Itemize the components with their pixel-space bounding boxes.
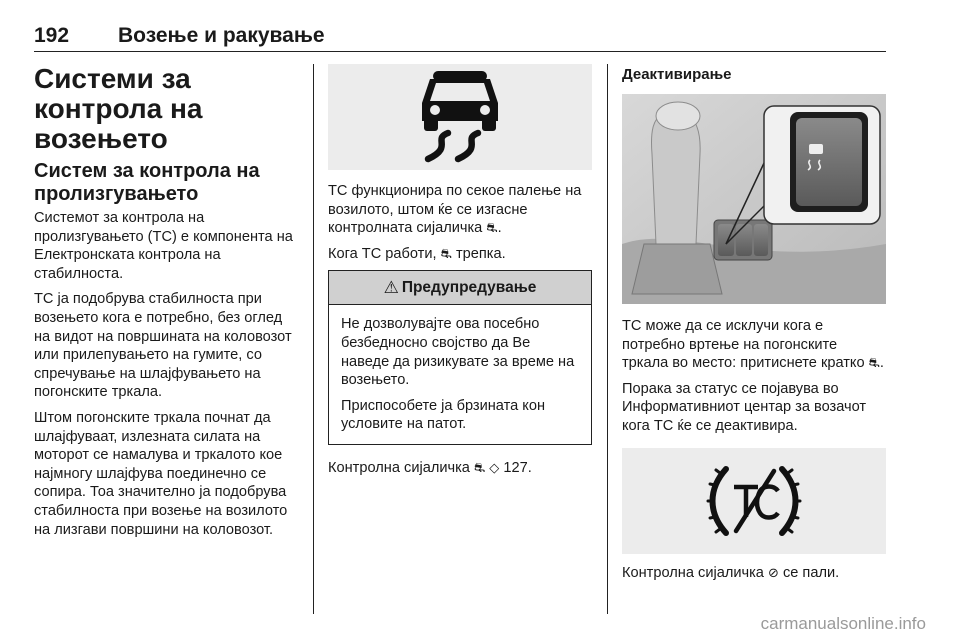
tc-off-icon: ⊘ [767,564,779,580]
deactivation-title: Деактивирање [622,66,732,83]
tc-off-icon [706,459,802,543]
column-right [622,64,886,589]
paragraph-lamp-on: Контролна сијаличка ⊘ се пали. [622,564,840,581]
skidding-car-icon: ⛐ [486,220,498,236]
skidding-car-icon [418,69,502,165]
warning-paragraph: Не дозволувајте ова посебно безбедносно својство да Ве наведе да ризикувате за време на возењето. [341,316,575,389]
center-console-illustration [622,94,886,304]
page-header [34,12,886,52]
paragraph-tc-flashing: Кога TC работи, ⛐ трепка. [328,245,506,262]
warning-header [329,271,591,305]
lamp-reference: Контролна сијаличка ⛐ ◇ 127. [328,459,532,476]
paragraph-tc-function: TC функционира по секое палење на возилото, штом ќе се изгасне контролната сијаличка ⛐. [328,183,582,237]
warning-triangle-icon: ⚠ [383,277,399,297]
paragraph: Штом погонските тркала почнат да шлајфуваат, излезната силата на моторот се намалува и тркалото кое најмногу шлајфува поединечно се сопира. Тоа значително ја подобрува стабилноста при возење на возилото на лизгави површини на коловозот. [34,409,288,538]
paragraph: TC ја подобрува стабилноста при возењето кога е потребно, без оглед на видот на површината на коловозот или прилепувањето на гумите, со спречување на шлајфувањето на погонските тркала. [34,291,292,401]
skidding-car-icon: ⛐ [473,459,486,475]
column-divider [607,64,608,614]
column-divider [313,64,314,614]
watermark: carmanualsonline.info [760,614,926,633]
paragraph-status-message: Порака за статус се појавува во Информативниот центар за возачот кога TC ќе се деактивира. [622,380,867,434]
skidding-car-icon: ⛐ [440,245,452,261]
column-middle [328,64,592,485]
section-title: Системи за контрола на возењето [34,63,203,154]
warning-title: Предупредување [401,278,537,296]
paragraph-deactivate: TC може да се исклучи кога е потребно вртење на погонските тркала во место: притиснете кратко ⛐. [622,318,884,372]
page-reference-icon: ◇ [489,459,500,475]
running-title: Возење и ракување [118,24,325,47]
skidding-car-icon: ⛐ [868,355,880,371]
warning-paragraph: Приспособете ја брзината кон условите на патот. [341,397,546,433]
tc-off-lamp-figure [622,448,886,554]
page-reference[interactable]: 127. [503,459,532,476]
paragraph: Системот за контрола на пролизгувањето (TC) е компонента на Електронската контрола на стабилноста. [34,210,293,282]
tc-lamp-figure [328,64,592,170]
page-number: 192 [34,24,70,47]
warning-box [328,270,592,445]
subsection-title: Систем за контрола на пролизгувањето [34,160,260,205]
warning-body [329,305,591,444]
console-button-photo [622,94,886,304]
column-left [34,64,302,546]
